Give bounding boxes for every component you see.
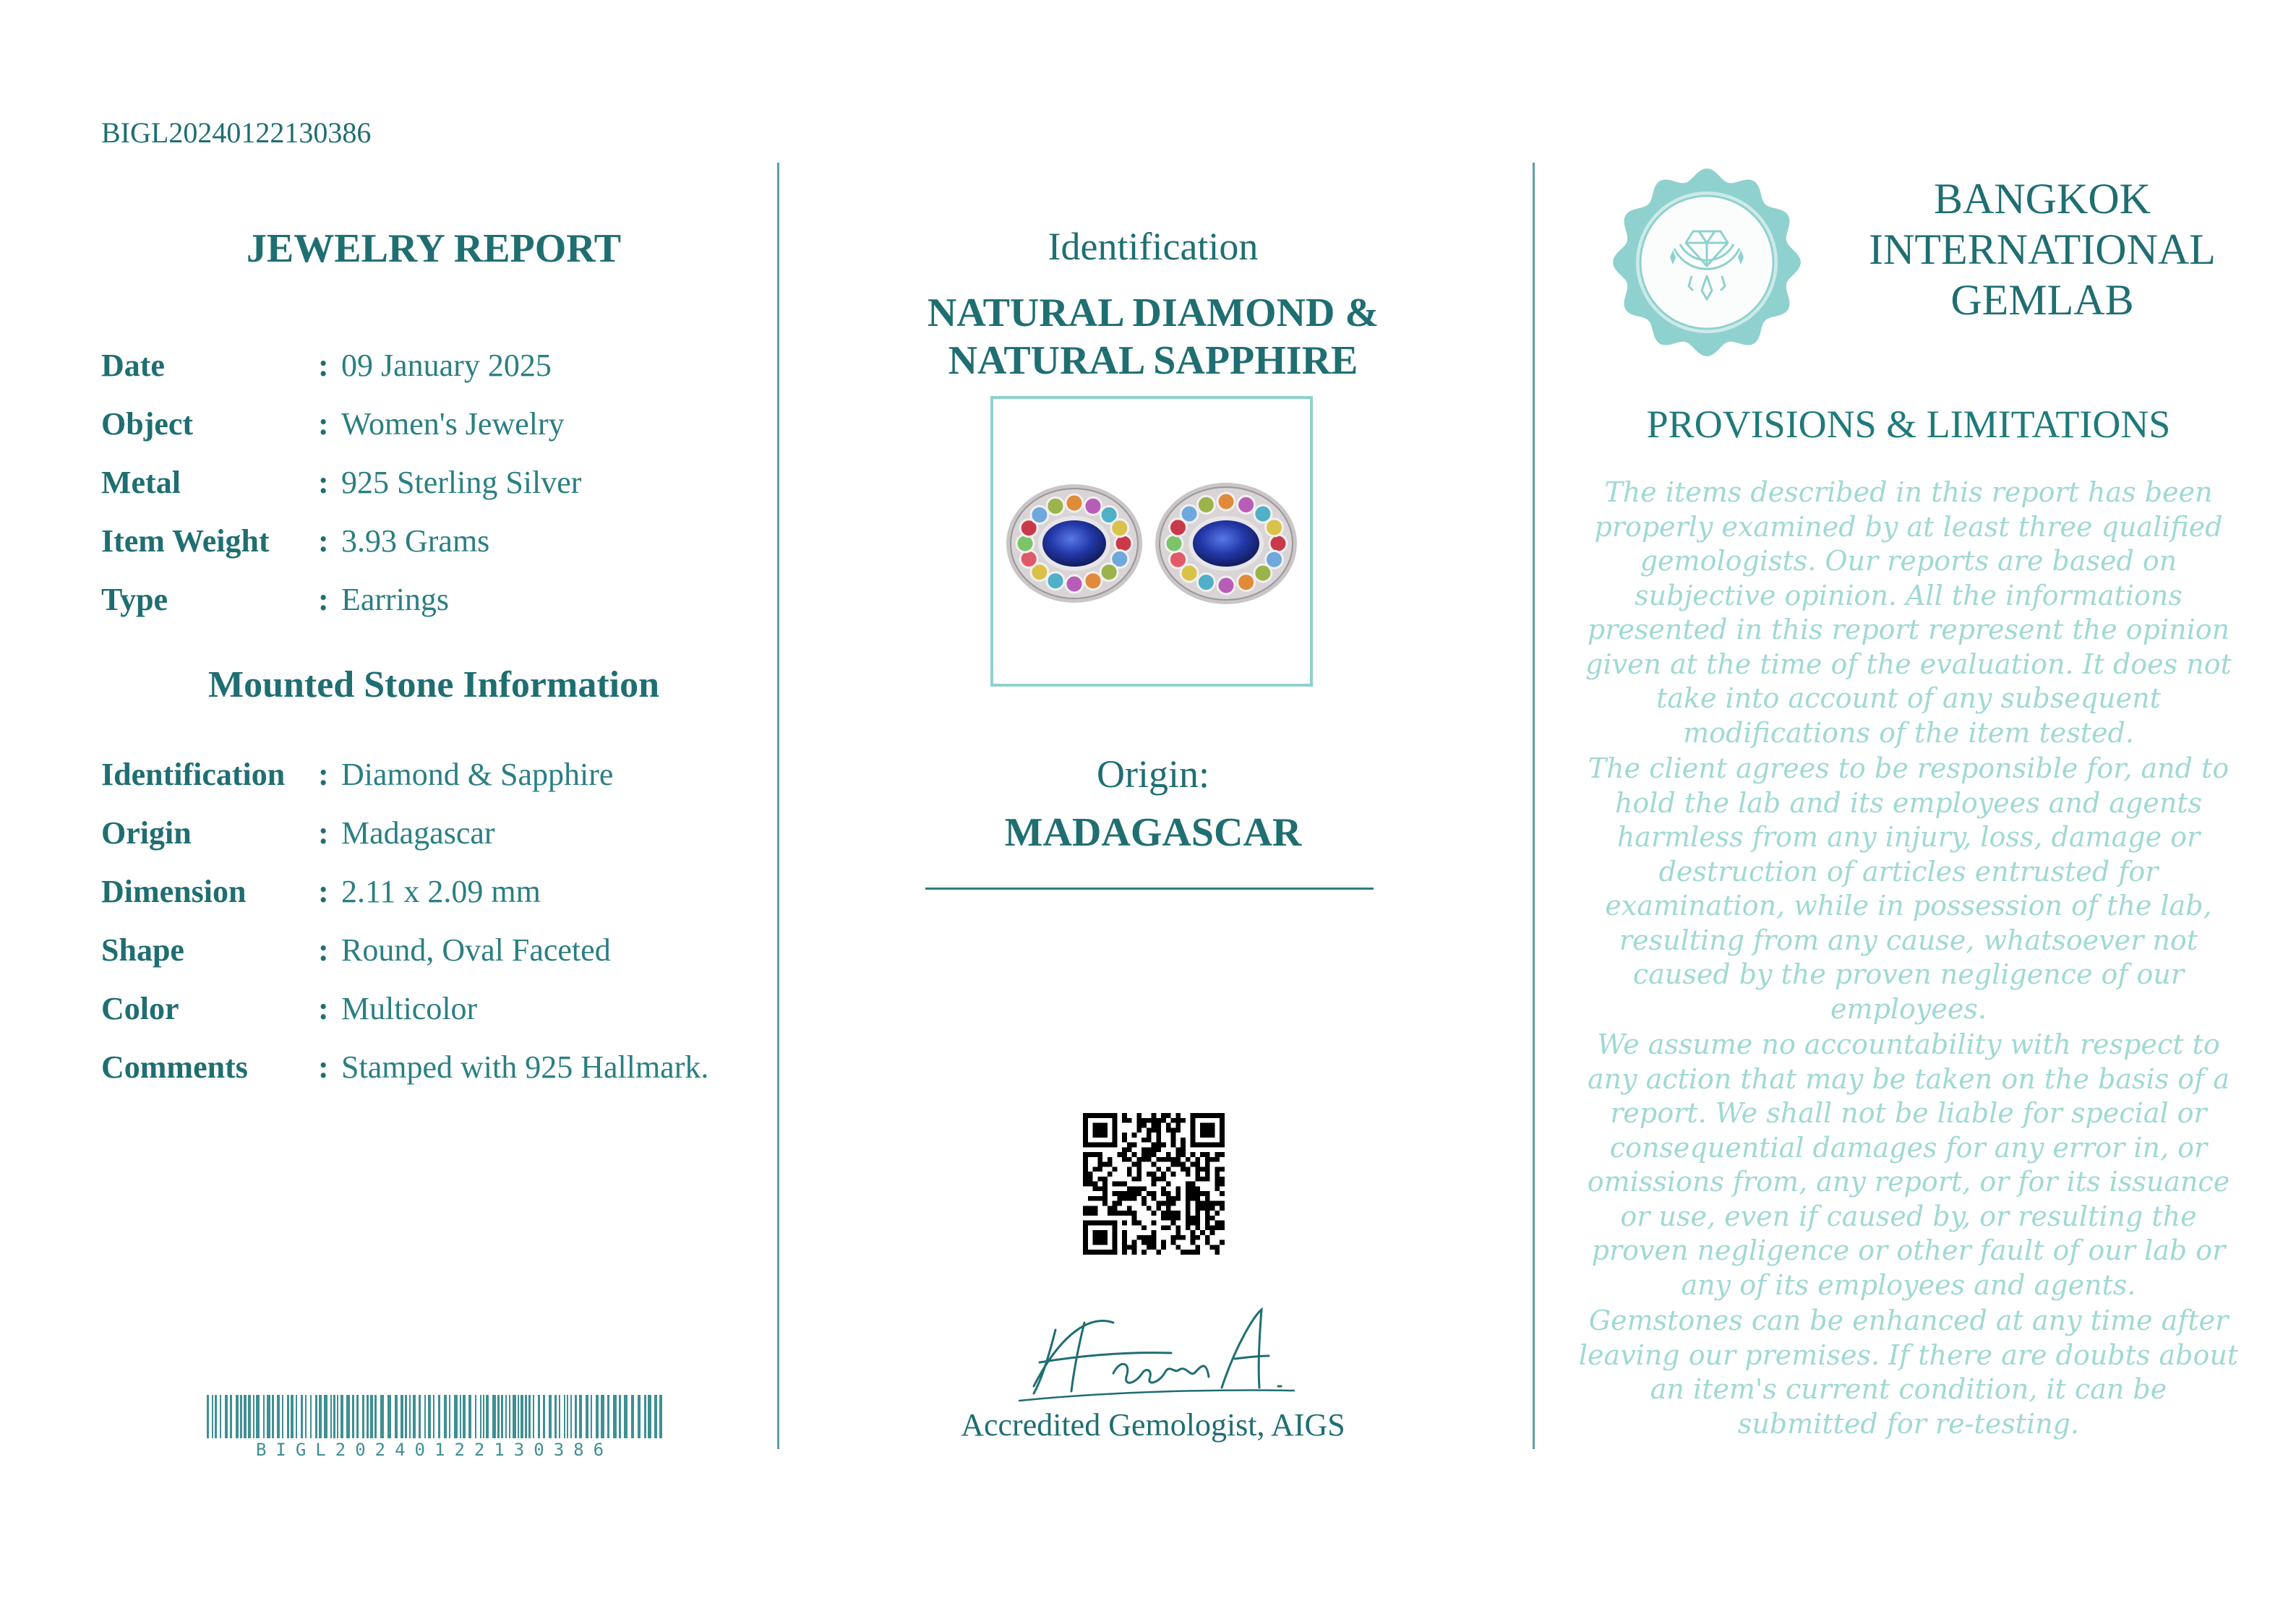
stone-label: Origin	[101, 815, 192, 851]
lab-name	[1851, 173, 2234, 325]
detail-value: 3.93 Grams	[341, 523, 490, 559]
stone-colon: :	[318, 874, 329, 909]
lab-name-line3: GEMLAB	[1950, 276, 2134, 324]
provisions-paragraph: We assume no accountability with respect to any action that may be taken on the basis of a report. We shall not be liable for special or consequential damages for any error in, or omissions from, any report, or for its issuance or use, even if caused by, or resulting the proven negligence or other fault of our lab or any of its employees and agents.	[1587, 1028, 2230, 1301]
detail-value: 09 January 2025	[341, 348, 552, 383]
stone-label: Color	[101, 991, 179, 1026]
barcode-text: BIGL20240122130386	[255, 1440, 614, 1460]
detail-colon: :	[318, 523, 329, 559]
detail-value: Women's Jewelry	[341, 406, 565, 442]
report-number: BIGL20240122130386	[101, 116, 372, 149]
identification-line2: NATURAL SAPPHIRE	[948, 338, 1358, 383]
stone-colon: :	[318, 757, 329, 792]
stone-value: 2.11 x 2.09 mm	[341, 874, 541, 909]
provisions-paragraph: The client agrees to be responsible for, and to hold the lab and its employees and agents harmless from any injury, loss, damage or destruction of articles entrusted for examination, while in possession of the lab, resulting from any cause, whatsoever not caused by the proven negligence of our employees.	[1588, 752, 2229, 1025]
gem-crescent-seal-icon	[1612, 168, 1802, 357]
provisions-paragraph: The items described in this report has been properly examined by at least three qualified gemologists. Our reports are based on subjective opinion. All the informations presented in this report represent the opinion given at the time of the evaluation. It does not take into account of any subsequent modifications of the item tested.	[1585, 476, 2232, 749]
column-divider-left	[777, 163, 779, 1449]
stone-label: Dimension	[101, 874, 247, 909]
lab-name-line2: INTERNATIONAL	[1869, 225, 2216, 273]
lab-name-line1: BANGKOK	[1934, 175, 2151, 223]
identification-label: Identification	[1048, 225, 1259, 268]
report-title: JEWELRY REPORT	[246, 226, 622, 271]
identification-line1: NATURAL DIAMOND &	[927, 291, 1379, 335]
stone-colon: :	[318, 815, 329, 851]
stone-label: Shape	[101, 932, 184, 968]
earrings-photo	[993, 399, 1310, 684]
stone-colon: :	[318, 991, 329, 1026]
detail-colon: :	[318, 406, 329, 442]
stone-value: Madagascar	[341, 815, 495, 851]
stone-value: Multicolor	[341, 991, 478, 1026]
stone-colon: :	[318, 1049, 329, 1085]
signature-caption: Accredited Gemologist, AIGS	[961, 1407, 1345, 1443]
item-photo-frame	[990, 396, 1313, 687]
stone-value: Diamond & Sapphire	[341, 757, 614, 792]
detail-label: Date	[101, 348, 165, 383]
detail-value: Earrings	[341, 582, 450, 617]
detail-colon: :	[318, 465, 329, 500]
provisions-title: PROVISIONS & LIMITATIONS	[1646, 403, 2171, 446]
qr-code-icon	[1083, 1113, 1225, 1255]
detail-label: Type	[101, 582, 168, 617]
origin-divider	[925, 888, 1374, 890]
detail-value: 925 Sterling Silver	[341, 465, 582, 500]
detail-label: Metal	[101, 465, 181, 500]
detail-label: Item Weight	[101, 523, 270, 559]
column-divider-right	[1533, 163, 1535, 1449]
stone-label: Comments	[101, 1049, 248, 1085]
provisions-paragraph: Gemstones can be enhanced at any time after leaving our premises. If there are doubts about an item's current condition, it can be submitted for re-testing.	[1578, 1305, 2239, 1440]
identification-value	[781, 289, 1525, 384]
origin-label: Origin:	[1097, 752, 1209, 796]
stone-colon: :	[318, 932, 329, 968]
detail-colon: :	[318, 348, 329, 383]
stone-label: Identification	[101, 757, 286, 792]
origin-value: MADAGASCAR	[1004, 810, 1302, 855]
detail-label: Object	[101, 406, 194, 442]
stone-value: Stamped with 925 Hallmark.	[341, 1049, 709, 1085]
barcode-icon	[207, 1395, 662, 1438]
stone-section-title: Mounted Stone Information	[207, 664, 660, 705]
stone-value: Round, Oval Faceted	[341, 932, 611, 968]
gemologist-signature	[1005, 1301, 1308, 1409]
detail-colon: :	[318, 582, 329, 617]
